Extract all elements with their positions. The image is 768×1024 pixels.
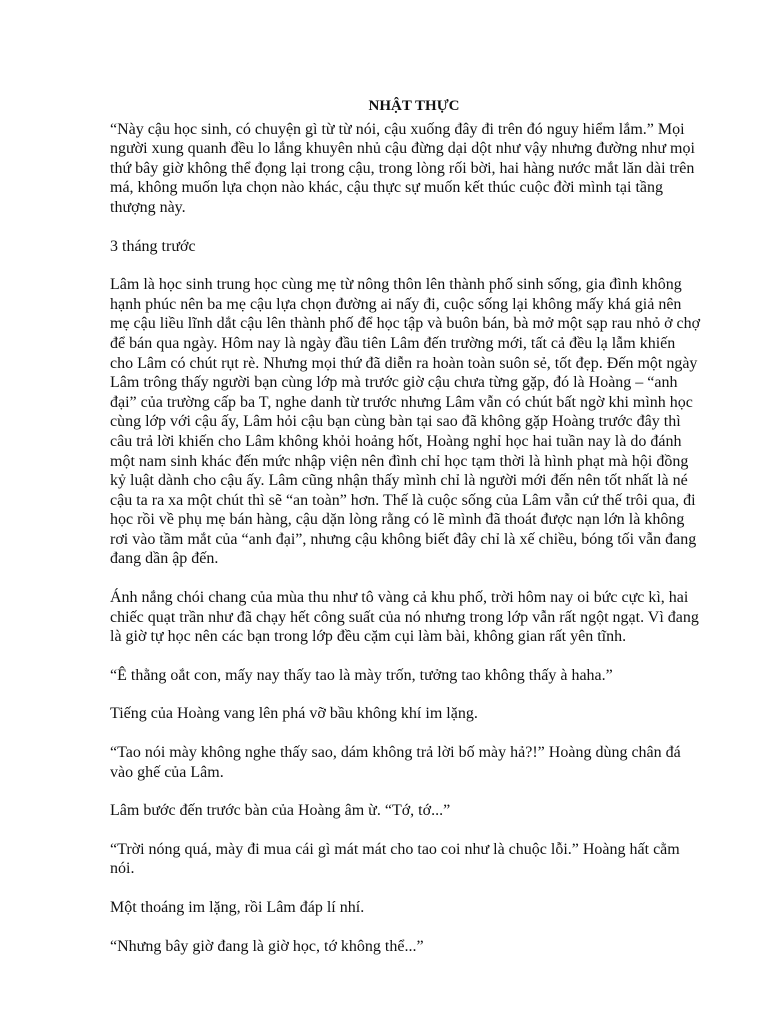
paragraph-autumn: Ánh nắng chói chang của mùa thu như tô vàng cả khu phố, trời hôm nay oi bức cực kì, hai chiếc quạt trần như đã chạy hết công suất của nó nhưng trong lớp vẫn rất ngột ngạt. Vì đang là giờ tự học nên các bạn trong lớp đều cặm cụi làm bài, không gian rất yên tĩnh. [110,589,699,646]
paragraph-background: Lâm là học sinh trung học cùng mẹ từ nông thôn lên thành phố sinh sống, gia đình không hạnh phúc nên ba mẹ cậu lựa chọn đường ai nấy đi, cuộc sống lại không mấy khá giả nên mẹ cậu liều lĩnh dắt cậu lên thành phố để học tập và buôn bán, bà mở một sạp rau nhỏ ở chợ để bán qua ngày. Hôm nay là ngày đầu tiên Lâm đến trường mới, tất cả đều lạ lẫm khiến cho Lâm có chút rụt rè. Nhưng mọi thứ đã diễn ra hoàn toàn suôn sẻ, tốt đẹp. Đến một ngày Lâm trông thấy người bạn cùng lớp mà trước giờ cậu chưa từng gặp, đó là Hoàng – “anh đại” của trường cấp ba T, nghe danh từ trước nhưng Lâm vẫn có chút bất ngờ khi mình học cùng lớp với cậu ấy, Lâm hỏi cậu bạn cùng bàn tại sao đã không gặp Hoàng trước đây thì câu trả lời khiến cho Lâm không khỏi hoảng hốt, Hoàng nghỉ học hai tuần nay là do đánh một nam sinh khác đến mức nhập viện nên đình chỉ học tạm thời là hình phạt mà hội đồng kỷ luật dành cho cậu ấy. Lâm cũng nhận thấy mình chỉ là người mới đến nên tốt nhất là né cậu ta ra xa một chút thì sẽ “an toàn” hơn. Thế là cuộc sống của Lâm vẫn cứ thế trôi qua, đi học rồi về phụ mẹ bán hàng, cậu dặn lòng rằng có lẽ mình đã thoát được nạn lớn là không rơi vào tầm mắt của “anh đại”, nhưng cậu không biết đây chỉ là xế chiều, bóng tối vẫn đang đang dần ập đến. [110,276,701,568]
paragraph-dialogue-3: Lâm bước đến trước bàn của Hoàng âm ừ. “Tớ, tớ...” [110,802,451,820]
paragraph-narration-2: Một thoáng im lặng, rồi Lâm đáp lí nhí. [110,899,365,916]
paragraph-dialogue-1: “Ê thằng oắt con, mấy nay thấy tao là mày trốn, tưởng tao không thấy à haha.” [110,666,613,684]
paragraph-narration-1: Tiếng của Hoàng vang lên phá vỡ bầu không khí im lặng. [110,705,478,723]
paragraph-dialogue-4: “Trời nóng quá, mày đi mua cái gì mát mát cho tao coi như là chuộc lỗi.” Hoàng hất cằm nói. [110,840,680,878]
paragraph-time-marker: 3 tháng trước [110,237,196,255]
paragraph-dialogue-2: “Tao nói mày không nghe thấy sao, dám không trả lời bố mày hả?!” Hoàng dùng chân đá vào ghế của Lâm. [110,744,681,781]
document-title: NHẬT THỰC [368,98,460,114]
paragraph-intro: “Này cậu học sinh, có chuyện gì từ từ nói, cậu xuống đây đi trên đó nguy hiểm lắm.” Mọi người xung quanh đều lo lắng khuyên nhủ cậu đừng dại dột như vậy nhưng đường như mọi thứ bây giờ không thể đọng lại trong cậu, trong lòng rối bời, hai hàng nước mắt lăn dài trên má, không muốn lựa chọn nào khác, cậu thực sự muốn kết thúc cuộc đời mình tại tầng thượng này. [110,120,695,216]
paragraph-dialogue-5: “Nhưng bây giờ đang là giờ học, tớ không thể...” [110,937,424,955]
